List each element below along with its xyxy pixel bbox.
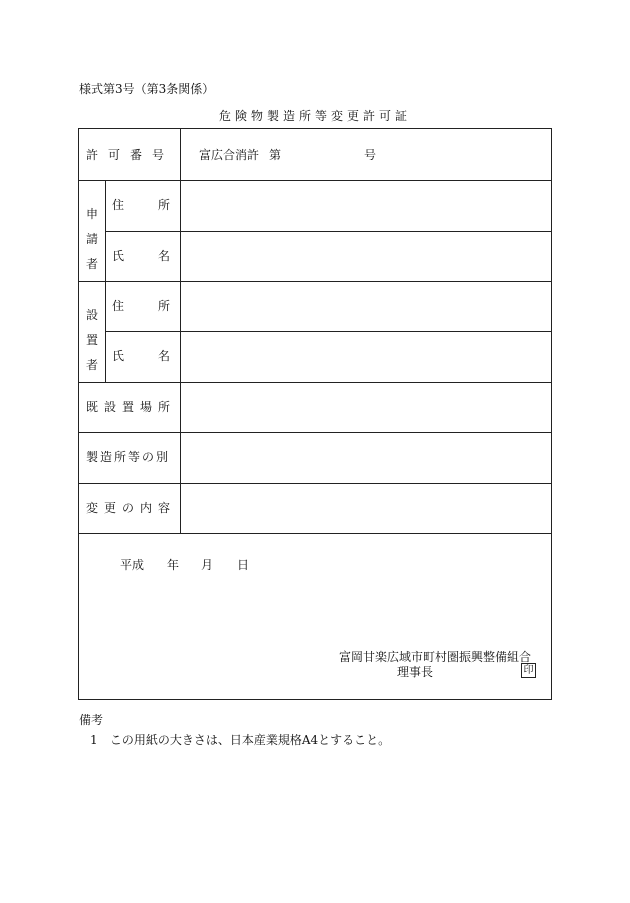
column-divider [180, 129, 181, 533]
permit-number-label-text: 許可番号 [86, 148, 175, 162]
document-title: 危険物製造所等変更許可証 [218, 109, 411, 123]
date-era: 平成 [120, 558, 145, 572]
notes-title: 備考 [79, 713, 104, 727]
row-divider [79, 483, 551, 484]
existing-location-label: 既設置場所 [86, 400, 177, 414]
row-divider [79, 533, 551, 534]
note-number: 1 [90, 733, 98, 747]
row-divider [79, 281, 551, 282]
date-day: 日 [237, 558, 250, 572]
permit-form-table [78, 128, 552, 700]
issuer-title: 理事長 [397, 665, 434, 679]
permit-number-dai: 第 [269, 148, 282, 162]
permit-number-label [86, 148, 174, 162]
permit-number-prefix: 富広合消許 [199, 148, 260, 162]
form-number-label: 様式第3号（第3条関係） [79, 82, 215, 96]
applicant-group-label: 申 請 者 [85, 207, 98, 271]
installer-name-label: 氏名 [112, 349, 205, 363]
date-month: 月 [201, 558, 214, 572]
applicant-address-label: 住所 [112, 198, 205, 212]
row-divider [79, 432, 551, 433]
row-divider [79, 180, 551, 181]
row-divider [105, 231, 551, 232]
issuer-organization: 富岡甘楽広域市町村圏振興整備組合 [339, 650, 532, 664]
change-content-label: 変更の内容 [86, 501, 177, 515]
permit-number-go: 号 [364, 148, 377, 162]
note-text: この用紙の大きさは、日本産業規格A4とすること。 [109, 733, 391, 747]
column-divider [105, 180, 106, 382]
seal-mark: 印 [521, 663, 536, 678]
installer-address-label: 住所 [112, 299, 205, 313]
row-divider [79, 382, 551, 383]
facility-type-label: 製造所等の別 [86, 450, 171, 464]
date-year: 年 [167, 558, 180, 572]
installer-group-label: 設 置 者 [85, 308, 98, 372]
row-divider [105, 331, 551, 332]
note-item [90, 731, 390, 748]
applicant-name-label: 氏名 [112, 249, 205, 263]
